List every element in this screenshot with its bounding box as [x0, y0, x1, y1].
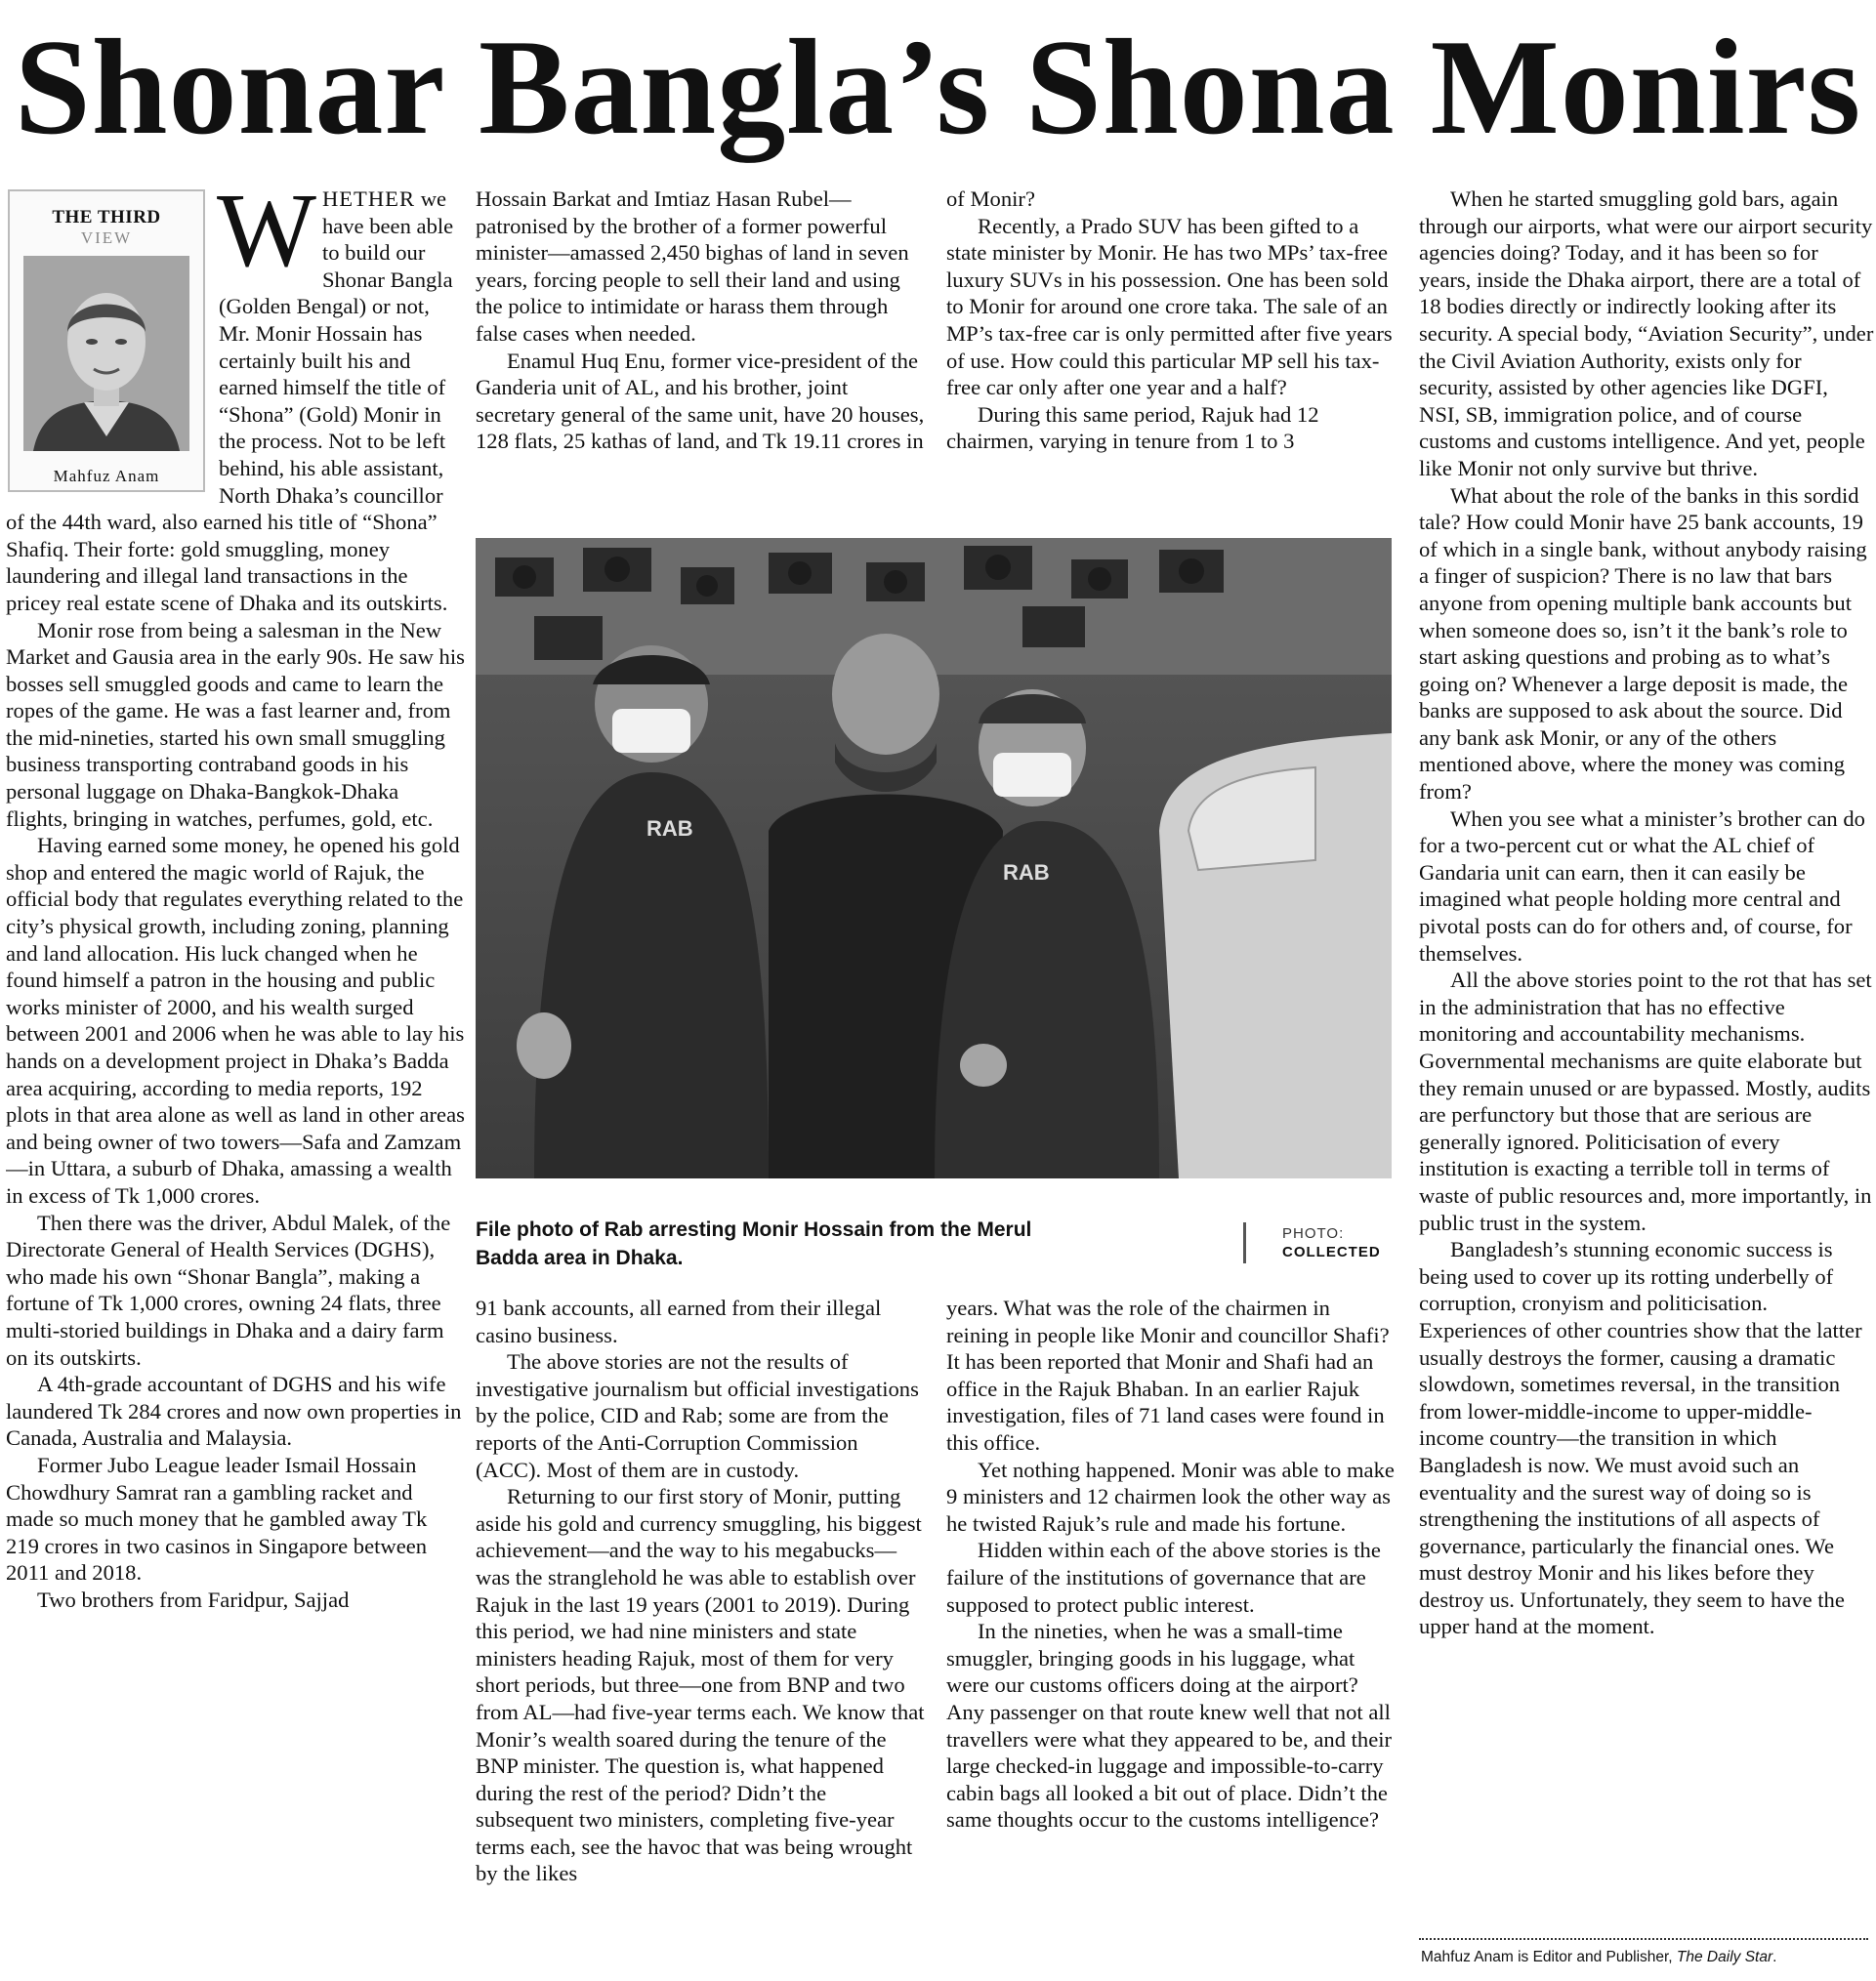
author-byline	[1421, 1948, 1876, 1967]
paragraph: Hossain Barkat and Imtiaz Hasan Rubel—patronised by the brother of a former powerful minister—amassed 2,450 bighas of land in seven years, forcing people to sell their land and using the police to intimidate or harass them through false cases when needed.	[476, 186, 909, 346]
paragraph: Monir rose from being a salesman in the New Market and Gausia area in the early 90s. He saw his bosses sell smuggled goods and came to learn the ropes of the game. He was a fast learner and, from the mid-nineties, started his own small smuggling business transporting contraband goods in his personal luggage on Dhaka-Bangkok-Dhaka flights, bringing in watches, perfumes, gold, etc.	[6, 617, 465, 831]
paragraph: Having earned some money, he opened his gold shop and entered the magic world of Rajuk, the official body that regulates everything related to the city’s physical growth, including zoning, planning and land allocation. His luck changed when he found himself a patron in the housing and public works minister of 2000, and his wealth surged between 2001 and 2006 when he was able to lay his hands on a development project in Dhaka’s Badda area acquiring, according to media reports, 192 plots in that area alone as well as land in other areas and being owner of two towers—Safa and Zamzam—in Uttara, a suburb of Dhaka, amassing a wealth in excess of Tk 1,000 crores.	[6, 833, 465, 1208]
article-column-3-bottom	[946, 1295, 1396, 1974]
article-column-1	[6, 186, 465, 1974]
byline-divider	[1419, 1938, 1868, 1940]
paragraph: All the above stories point to the rot that has set in the administration that has no effective monitoring and accountability mechanisms. Governmental mechanisms are quite elaborate but they remain unused or are bypassed. Mostly, audits are perfunctory but those that are serious are generally ignored. Politicisation of every institution is exacting a terrible toll in terms of waste of public resources and, more importantly, in public trust in the system.	[1419, 968, 1872, 1235]
article-column-2-bottom	[476, 1295, 925, 1974]
paragraph: What about the role of the banks in this sordid tale? How could Monir have 25 bank accounts, 19 of which in a single bank, without anybody raising a finger of suspicion? There is no law that bars anyone from opening multiple bank accounts but when someone does so, isn’t it the bank’s role to start asking questions and probing as to what’s going on? Whenever a large deposit is made, the banks are supposed to ask about the source. Did any bank ask Monir, or any of the others mentioned above, where the money was coming from?	[1419, 482, 1867, 805]
photo-credit	[1282, 1224, 1381, 1261]
paragraph: 91 bank accounts, all earned from their illegal casino business.	[476, 1296, 882, 1347]
paragraph: In the nineties, when he was a small-time smuggler, bringing goods in his luggage, what were our customs officers doing at the airport? Any passenger on that route knew well that not all travellers were what they appeared to be, and their large checked-in luggage and impossible-to-carry cabin bags all looked a bit out of place. Didn’t the same thoughts occur to the customs intelligence?	[946, 1619, 1393, 1833]
credit-label: PHOTO:	[1282, 1225, 1345, 1242]
byline-text: Mahfuz Anam is Editor and Publisher,	[1421, 1949, 1677, 1965]
columnist-box	[8, 189, 205, 492]
columnist-name: Mahfuz Anam	[53, 467, 160, 485]
article-column-4	[1419, 186, 1874, 1943]
paragraph: Former Jubo League leader Ismail Hossain Chowdhury Samrat ran a gambling racket and made so much money that he gambled away Tk 219 crores in two casinos in Singapore between 2011 and 2018.	[6, 1452, 428, 1586]
author-portrait	[23, 256, 189, 451]
lead-text: we have been able to build our Shonar Bangla (Golden Bengal) or not, Mr. Monir Hossain has certainly built his and earned himself the title of “Shona” (Gold) Monir in the process. Not to be left behind, his able assistant, North Dhaka’s councillor of the 44th ward, also earned his title of “Shona” Shafiq. Their forte: gold smuggling, money laundering and illegal land transactions in the pricey real estate scene of Dhaka and its outskirts.	[6, 186, 454, 615]
lead-caps: HETHER	[321, 186, 416, 211]
paragraph: Enamul Huq Enu, former vice-president of the Ganderia unit of AL, and his brother, joint secretary general of the same unit, have 20 houses, 128 flats, 25 kathas of land, and Tk 19.11 crores in	[476, 348, 925, 454]
drop-cap: W	[217, 186, 316, 289]
news-photo	[476, 538, 1392, 1178]
publication-name: The Daily Star	[1676, 1949, 1773, 1965]
paragraph: Then there was the driver, Abdul Malek, of the Directorate General of Health Services (DGHS), who made his own “Shonar Bangla”, making a fortune of Tk 1,000 crores, owning 24 flats, three multi-storied buildings in Dhaka and a dairy farm on its outskirts.	[6, 1210, 451, 1370]
paragraph: When he started smuggling gold bars, again through our airports, what were our airport security agencies doing? Today, and it has been so for years, inside the Dhaka airport, there are a total of 18 bodies directly or indirectly looking after its security. A special body, “Aviation Security”, under the Civil Aviation Authority, exists only for security, assisted by other agencies like DGFI, NSI, SB, immigration police, and of course customs and customs intelligence. And yet, people like Monir not only survive but thrive.	[1419, 186, 1874, 480]
paragraph: Recently, a Prado SUV has been gifted to a state minister by Monir. He has two MPs’ tax-free luxury SUVs in his possession. One has been sold to Monir for around one crore taka. The sale of an MP’s tax-free car is only permitted after five years of use. How could this particular MP sell his tax-free car only after one year and a half?	[946, 213, 1393, 400]
vest-label: RAB	[1003, 860, 1050, 885]
paragraph: When you see what a minister’s brother can do for a two-percent cut or what the AL chief of Gandaria unit can earn, then it can easily be imagined what people holding more central and pivotal posts can do for others and, of course, for themselves.	[1419, 805, 1865, 966]
byline-end: .	[1772, 1949, 1777, 1965]
credit-divider	[1243, 1222, 1246, 1263]
paragraph: Two brothers from Faridpur, Sajjad	[37, 1587, 350, 1612]
paragraph: The above stories are not the results of investigative journalism but official investigations by the police, CID and Rab; some are from the reports of the Anti-Corruption Commission (ACC). Most of them are in custody.	[476, 1349, 919, 1482]
credit-value: COLLECTED	[1282, 1244, 1381, 1260]
paragraph: Yet nothing happened. Monir was able to make 9 ministers and 12 chairmen look the other way as he twisted Rajuk’s rule and made his fortune.	[946, 1457, 1395, 1536]
paragraph: Hidden within each of the above stories is the failure of the institutions of governance that are supposed to protect public interest.	[946, 1538, 1381, 1617]
paragraph: Bangladesh’s stunning economic success is being used to cover up its rotting underbelly of corruption, cronyism and politicisation. Experiences of other countries show that the latter usually destroys the former, causing a dramatic slowdown, sometimes reversal, in the transition from lower-middle-income to upper-middle-income country—the transition in which Bangladesh is now. We must avoid such an eventuality and the surest way of doing so is strengthening the institutions of all aspects of governance, particularly the financial ones. We must destroy Monir and his likes before they destroy us. Unfortunately, they seem to have the upper hand at the moment.	[1419, 1237, 1862, 1639]
vest-label: RAB	[646, 816, 693, 841]
paragraph: years. What was the role of the chairmen in reining in people like Monir and councillor Shafi? It has been reported that Monir and Shafi had an office in the Rajuk Bhaban. In an earlier Rajuk investigation, files of 71 land cases were found in this office.	[946, 1296, 1390, 1455]
article-column-3-top	[946, 186, 1396, 508]
paragraph: A 4th-grade accountant of DGHS and his wife laundered Tk 284 crores and now own properties in Canada, Australia and Malaysia.	[6, 1372, 462, 1451]
paragraph: of Monir?	[946, 186, 1035, 211]
headline: Shonar Bangla’s Shona Monirs	[14, 12, 1862, 163]
section-title: THE THIRD	[52, 207, 161, 227]
article-column-2-top	[476, 186, 925, 508]
paragraph: During this same period, Rajuk had 12 chairmen, varying in tenure from 1 to 3	[946, 401, 1319, 454]
photo-caption: File photo of Rab arresting Monir Hossain from the Merul Badda area in Dhaka.	[476, 1218, 1032, 1269]
section-subtitle: VIEW	[80, 228, 133, 247]
paragraph: Returning to our first story of Monir, putting aside his gold and currency smuggling, his biggest achievement—and the way to his megabucks—was the stranglehold he was able to establish over Rajuk in the last 19 years (2001 to 2019). During this period, we had nine ministers and state ministers heading Rajuk, most of them for very short periods, but three—one from BNP and two from AL—had five-year terms each. We know that Monir’s wealth soared during the tenure of the BNP minister. The question is, what happened during the rest of the period? Didn’t the subsequent two ministers, completing five-year terms each, see the havoc that was being wrought by the likes	[476, 1484, 925, 1886]
